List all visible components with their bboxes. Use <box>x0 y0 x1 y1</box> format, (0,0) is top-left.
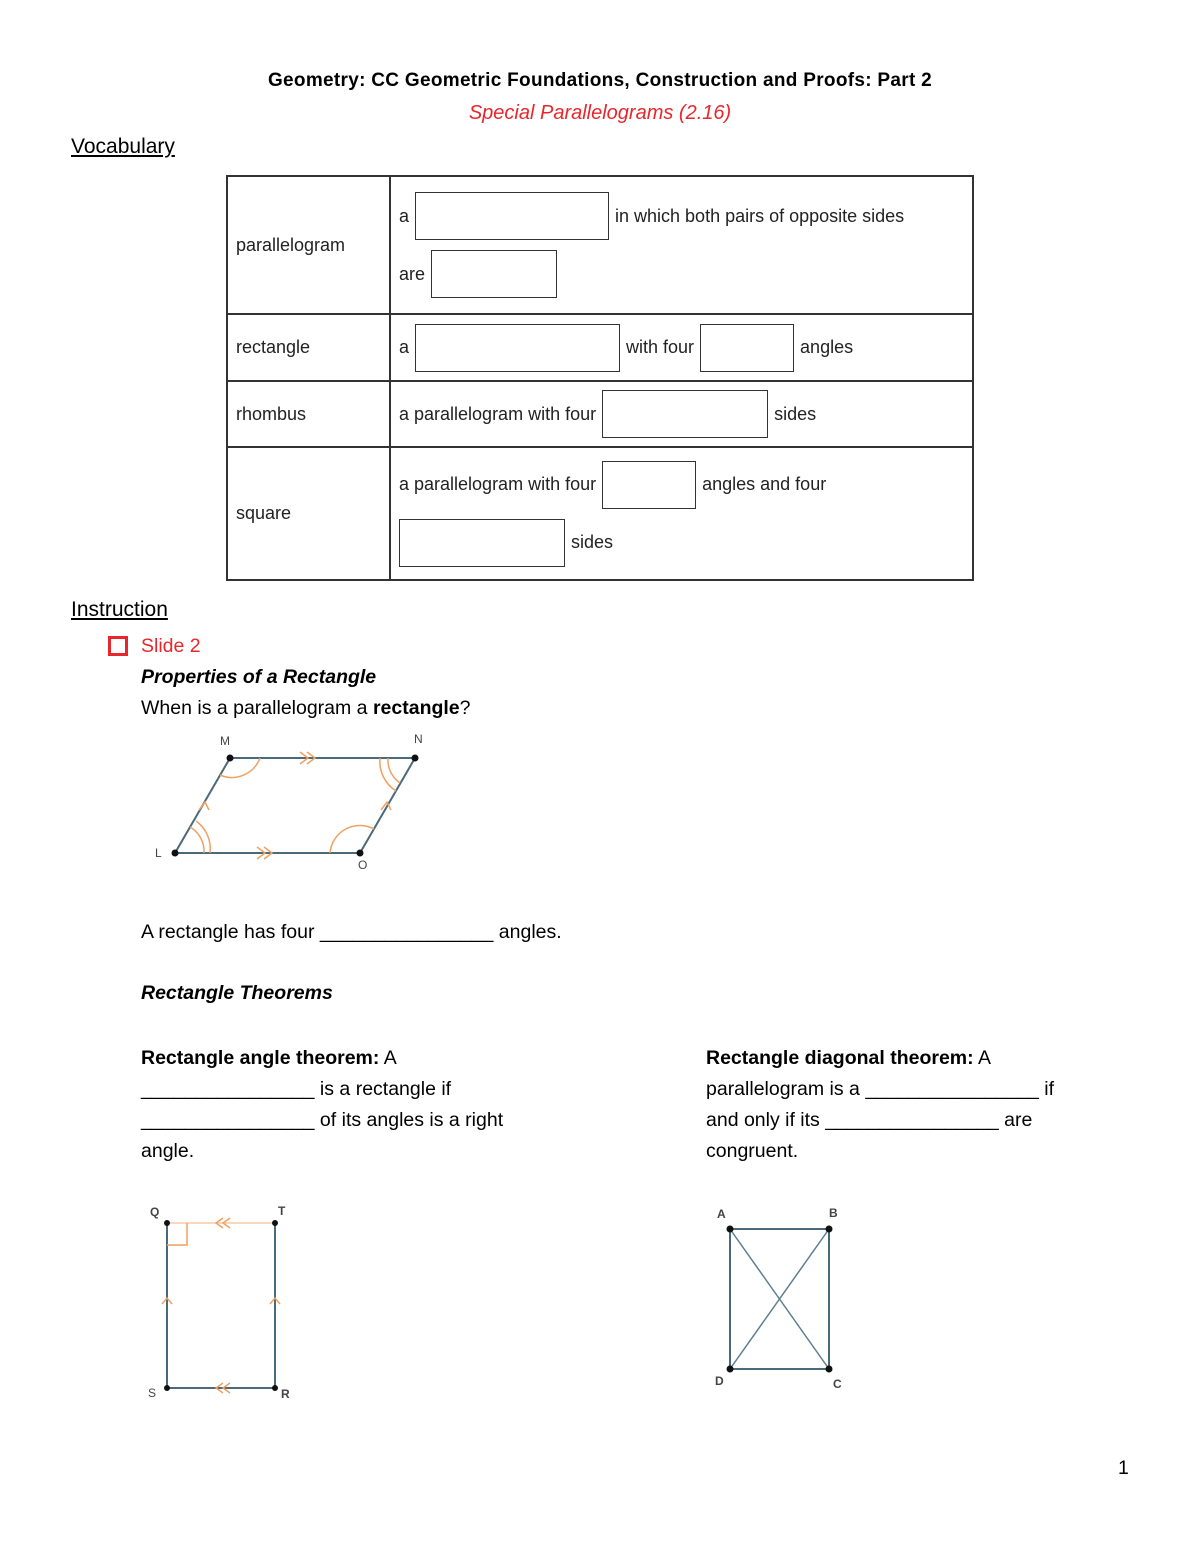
vocab-term: rectangle <box>227 314 390 381</box>
vocab-definition <box>390 314 973 381</box>
blank-box[interactable] <box>700 324 794 372</box>
theorem-text: ________________ of its angles is a right <box>141 1109 504 1131</box>
theorem-text: angle. <box>141 1140 195 1162</box>
page-number: 1 <box>1118 1457 1129 1479</box>
vertex-dot <box>727 1226 734 1233</box>
vertex-label: Q <box>150 1205 160 1219</box>
vertex-label: B <box>829 1206 838 1220</box>
tick-marks <box>162 1218 280 1393</box>
vocab-term: square <box>227 447 390 580</box>
def-text: a <box>399 337 410 357</box>
vertex-label: D <box>715 1374 724 1388</box>
theorem-text: and only if its ________________ are <box>706 1109 1033 1131</box>
theorem-text: ________________ is a rectangle if <box>141 1078 452 1100</box>
theorem-name: Rectangle angle theorem: <box>141 1047 380 1069</box>
blank-box[interactable] <box>415 324 620 372</box>
question-bold: rectangle <box>372 697 460 719</box>
vertex-label: T <box>278 1204 286 1218</box>
vertex-label: O <box>358 858 368 872</box>
parallelogram-diagram <box>140 725 460 880</box>
vocab-row-rectangle <box>227 314 973 381</box>
vertex-dot <box>172 850 179 857</box>
vertex-dot <box>826 1226 833 1233</box>
def-text: a parallelogram with four <box>399 474 597 494</box>
document-title: Geometry: CC Geometric Foundations, Construction and Proofs: Part 2 <box>267 70 933 91</box>
def-text: a <box>399 205 410 226</box>
vocab-term: rhombus <box>227 381 390 447</box>
theorem-text: A <box>379 1047 397 1069</box>
instruction-heading: Instruction <box>71 598 168 621</box>
def-text: in which both pairs of opposite sides <box>615 205 905 226</box>
vertex-dot <box>826 1366 833 1373</box>
vertex-dot <box>412 755 419 762</box>
theorem-text: A <box>973 1047 991 1069</box>
vocab-row-square <box>227 447 973 580</box>
blank-box[interactable] <box>399 519 565 567</box>
side-no <box>360 758 415 853</box>
theorem-text: parallelogram is a ________________ if <box>706 1078 1055 1100</box>
vocab-row-parallelogram <box>227 176 973 314</box>
question-text: When is a parallelogram a <box>141 697 373 719</box>
def-text: sides <box>571 532 614 552</box>
def-text: sides <box>774 403 817 424</box>
vocab-term: parallelogram <box>227 176 390 314</box>
vertex-dot <box>164 1220 170 1226</box>
vocab-definition <box>390 381 973 447</box>
blank-box[interactable] <box>415 192 609 240</box>
vertex-label: R <box>281 1387 290 1401</box>
def-text: a parallelogram with four <box>399 403 597 424</box>
fill-sentence: A rectangle has four ________________ angles. <box>141 921 562 943</box>
vertex-label: A <box>717 1207 726 1221</box>
theorem-name: Rectangle diagonal theorem: <box>706 1047 974 1069</box>
def-text: angles and four <box>702 474 827 494</box>
vocab-row-rhombus <box>227 381 973 447</box>
vertex-label: C <box>833 1377 842 1391</box>
vocabulary-heading: Vocabulary <box>71 135 175 158</box>
vertex-dot <box>272 1220 278 1226</box>
diagonal-theorem <box>706 1043 1054 1167</box>
vertex-label: L <box>155 846 162 860</box>
vertex-dot <box>357 850 364 857</box>
blank-box[interactable] <box>431 250 557 298</box>
def-text: are <box>399 263 426 284</box>
slide-checkbox[interactable] <box>108 636 128 656</box>
blank-box[interactable] <box>602 461 696 509</box>
vocabulary-table <box>226 175 974 581</box>
vertex-label: S <box>148 1386 157 1400</box>
vocab-definition <box>390 447 973 580</box>
def-text: angles <box>800 337 854 357</box>
vertex-label: M <box>220 734 230 748</box>
blank-box[interactable] <box>602 390 768 438</box>
properties-heading: Properties of a Rectangle <box>141 666 377 688</box>
angle-theorem <box>141 1043 503 1167</box>
slide-label: Slide 2 <box>141 635 201 657</box>
def-text: with four <box>626 337 695 357</box>
vertex-dot <box>227 755 234 762</box>
document-subtitle: Special Parallelograms (2.16) <box>468 102 732 124</box>
vocab-definition <box>390 176 973 314</box>
theorems-heading: Rectangle Theorems <box>141 982 333 1004</box>
rectangle-abcd-diagram <box>705 1200 865 1400</box>
rectangle-qtsr-diagram <box>140 1200 310 1405</box>
vertex-dot <box>272 1385 278 1391</box>
question-text: ? <box>459 697 471 719</box>
vertex-label: N <box>414 732 423 746</box>
vertex-dot <box>727 1366 734 1373</box>
tick-marks <box>190 752 400 859</box>
vertex-dot <box>164 1385 170 1391</box>
theorem-text: congruent. <box>706 1140 799 1162</box>
rectangle-question <box>141 697 471 720</box>
